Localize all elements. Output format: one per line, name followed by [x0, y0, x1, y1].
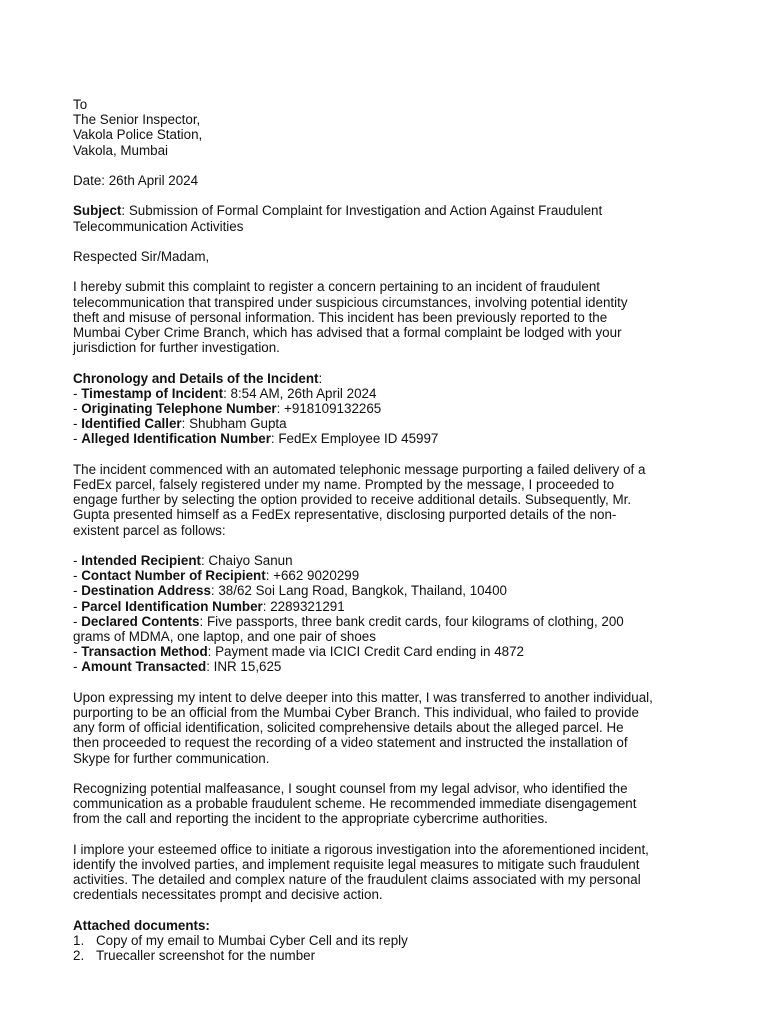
parcel-details [73, 553, 703, 675]
item-label: Intended Recipient [81, 552, 201, 568]
item-label: Declared Contents [81, 613, 200, 629]
item-value: : Payment made via ICICI Credit Card ending in 4872 [207, 644, 524, 660]
list-dash: - [73, 598, 82, 614]
paragraph-line: FedEx parcel, falsely registered under my name. Prompted by the message, I proceeded to [73, 476, 615, 492]
attachments-list [73, 933, 703, 963]
parcel-item [73, 599, 703, 614]
paragraph-line: Recognizing potential malfeasance, I sought counsel from my legal advisor, who identified the [73, 781, 628, 796]
list-dash: - [73, 659, 82, 675]
attachments-section [73, 918, 703, 964]
item-label: Destination Address [81, 583, 211, 599]
item-label: Amount Transacted [81, 659, 207, 675]
subject-block [73, 203, 703, 233]
item-value: : FedEx Employee ID 45997 [270, 431, 439, 447]
paragraph-line: activities. The detailed and complex nature of the fraudulent claims associated with my personal [73, 872, 641, 888]
item-label: Transaction Method [81, 644, 208, 660]
paragraph-line: any form of official identification, solicited comprehensive details about the alleged parcel. He [73, 720, 624, 736]
item-value: : INR 15,625 [206, 659, 282, 675]
chronology-item [73, 386, 703, 401]
item-number: 1. [73, 933, 85, 948]
letter-date: Date: 26th April 2024 [73, 173, 199, 188]
item-text: Copy of my email to Mumbai Cyber Cell and its reply [96, 933, 408, 948]
item-label: Alleged Identification Number [81, 431, 271, 447]
paragraph-line: Upon expressing my intent to delve deeper into this matter, I was transferred to another individual, [73, 689, 653, 705]
chronology-heading: Chronology and Details of the Incident [73, 370, 319, 386]
item-label: Originating Telephone Number [81, 400, 277, 416]
item-value: : +662 9020299 [265, 568, 360, 584]
paragraph-line: The incident commenced with an automated telephonic message purporting a failed delivery of a [73, 461, 646, 477]
chronology-section [73, 371, 703, 447]
list-dash: - [73, 400, 82, 416]
item-label: Contact Number of Recipient [81, 568, 266, 584]
item-label: Timestamp of Incident [81, 385, 224, 401]
list-dash: - [73, 416, 82, 432]
subject-text-cont: Telecommunication Activities [73, 218, 244, 234]
subject-label: Subject [73, 203, 122, 219]
paragraph-line: engage further by selecting the option provided to receive additional details. Subsequently, Mr. [73, 492, 632, 508]
item-value: : 8:54 AM, 26th April 2024 [223, 385, 377, 401]
item-text: Truecaller screenshot for the number [96, 948, 316, 964]
item-value: : +918109132265 [276, 400, 382, 416]
parcel-item [73, 659, 703, 674]
paragraph-line: existent parcel as follows: [73, 522, 226, 538]
transfer-paragraph [73, 690, 703, 766]
intro-paragraph [73, 279, 703, 355]
recipient-title: The Senior Inspector, [73, 112, 201, 128]
paragraph-line: Mumbai Cyber Crime Branch, which has advised that a formal complaint be lodged with your [73, 324, 622, 340]
parcel-item [73, 614, 703, 629]
item-value: : 2289321291 [262, 598, 345, 614]
paragraph-line: purporting to be an official from the Mumbai Cyber Branch. This individual, who failed to provide [73, 705, 639, 720]
paragraph-line: credentials necessitates prompt and decisive action. [73, 887, 383, 903]
paragraph-line: telecommunication that transpired under suspicious circumstances, involving potential identity [73, 294, 628, 310]
parcel-item [73, 644, 703, 659]
paragraph-line: Gupta presented himself as a FedEx representative, disclosing purported details of the non- [73, 507, 617, 523]
chronology-item [73, 401, 703, 416]
chronology-item [73, 431, 703, 446]
item-value: : Chaiyo Sanun [200, 552, 293, 568]
item-value: : Five passports, three bank credit cards, four kilograms of clothing, 200 [199, 613, 624, 629]
item-label: Parcel Identification Number [81, 598, 263, 614]
item-value: : 38/62 Soi Lang Road, Bangkok, Thailand, 10400 [210, 583, 507, 599]
recipient-address [73, 97, 703, 158]
list-item [73, 933, 703, 948]
paragraph-line: Skype for further communication. [73, 750, 270, 766]
request-paragraph [73, 842, 703, 903]
to-line: To [73, 97, 88, 112]
item-label: Identified Caller [81, 416, 182, 432]
item-number: 2. [73, 948, 85, 964]
recipient-city: Vakola, Mumbai [73, 142, 169, 158]
subject-text: : Submission of Formal Complaint for Investigation and Action Against Fraudulent [121, 203, 603, 219]
paragraph-line: theft and misuse of personal information. This incident has been previously reported to the [73, 309, 608, 325]
parcel-item [73, 553, 703, 568]
paragraph-line: then proceeded to request the recording of a video statement and instructed the installation of [73, 735, 628, 751]
item-value: : Shubham Gupta [181, 416, 287, 432]
complaint-letter [73, 97, 703, 963]
paragraph-line: from the call and reporting the incident to the appropriate cybercrime authorities. [73, 811, 548, 827]
recipient-station: Vakola Police Station, [73, 127, 203, 143]
list-dash: - [73, 385, 82, 401]
salutation: Respected Sir/Madam, [73, 248, 210, 264]
list-dash: - [73, 568, 82, 584]
chronology-item [73, 416, 703, 431]
parcel-item [73, 568, 703, 583]
list-dash: - [73, 644, 82, 660]
list-dash: - [73, 552, 82, 568]
list-item [73, 948, 703, 963]
paragraph-line: identify the involved parties, and implement requisite legal measures to mitigate such fraudulent [73, 857, 640, 872]
list-dash: - [73, 613, 82, 629]
counsel-paragraph [73, 781, 703, 827]
paragraph-line: I hereby submit this complaint to register a concern pertaining to an incident of fraudulent [73, 279, 600, 295]
paragraph-line: I implore your esteemed office to initiate a rigorous investigation into the aforementioned incident, [73, 841, 649, 857]
incident-paragraph [73, 462, 703, 538]
attachments-heading: Attached documents: [73, 917, 210, 933]
parcel-item [73, 583, 703, 598]
list-dash: - [73, 431, 82, 447]
paragraph-line: jurisdiction for further investigation. [73, 340, 280, 356]
list-dash: - [73, 583, 82, 599]
parcel-item-cont: grams of MDMA, one laptop, and one pair of shoes [73, 629, 376, 644]
heading-colon: : [318, 370, 323, 386]
paragraph-line: communication as a probable fraudulent scheme. He recommended immediate disengagement [73, 796, 637, 812]
